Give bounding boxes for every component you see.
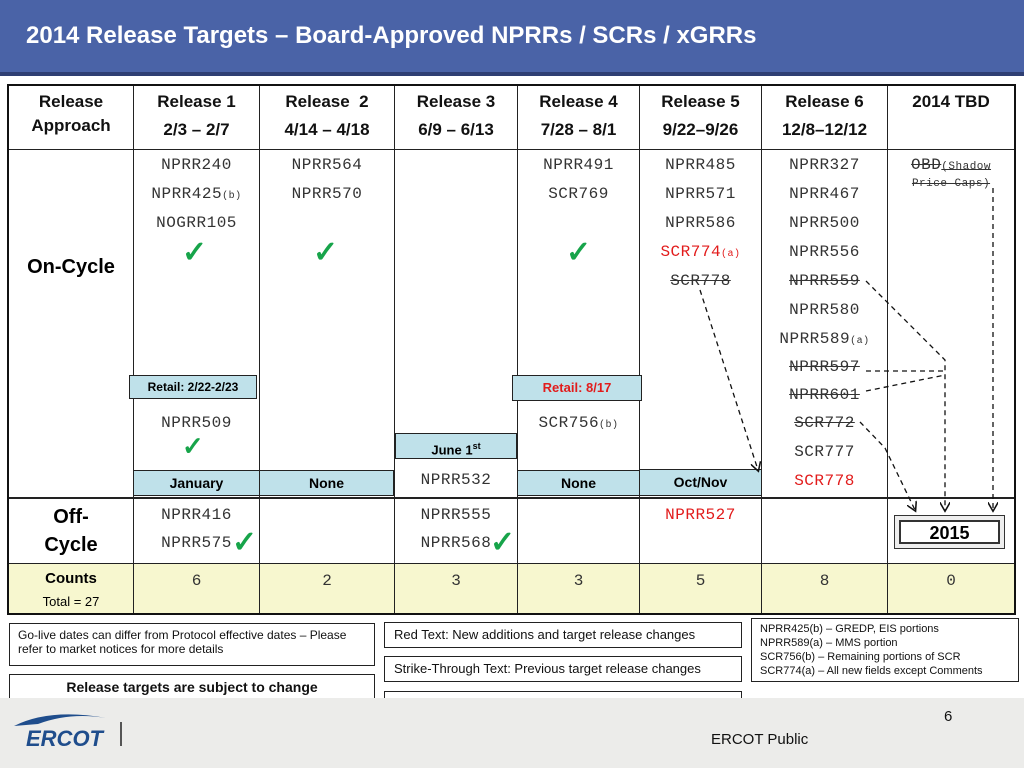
item-r5-nprr586: NPRR586 (665, 214, 736, 232)
item-off-r5-nprr527: NPRR527 (665, 506, 736, 524)
count-r2: 2 (322, 572, 332, 590)
footnote: SCR774(a) – All new fields except Comments (760, 665, 983, 677)
item-r1-nprr509: NPRR509 (161, 414, 232, 432)
logo-separator (120, 722, 122, 746)
year-2015-box (894, 515, 1005, 549)
phase-suffix: (a) (721, 249, 741, 260)
header-line-2: 12/8–12/12 (781, 120, 868, 139)
item-r6-nprr556: NPRR556 (789, 243, 860, 261)
item-r6-nprr589 (762, 330, 887, 348)
item-r4-scr769: SCR769 (548, 185, 609, 203)
item-r5-scr778-struck: SCR778 (670, 272, 731, 290)
svg-text:ERCOT: ERCOT (26, 726, 103, 751)
item-tbd-obd-note-struck: Price Caps) (911, 178, 991, 190)
header-2014-tbd (888, 86, 1014, 150)
header-line-1: 2014 TBD (912, 92, 990, 111)
item-off-r3-nprr555: NPRR555 (420, 506, 492, 524)
item-code: NPRR589 (779, 330, 851, 348)
count-tbd: 0 (946, 572, 956, 590)
title-bar (0, 0, 1024, 76)
header-release-5 (640, 86, 761, 150)
row-label-off-cycle-1: Off- (53, 506, 89, 528)
note-strike-text: Strike-Through Text: Previous target release changes (384, 656, 742, 682)
item-r1-nprr240: NPRR240 (161, 156, 232, 174)
item-r6-scr777: SCR777 (794, 443, 855, 461)
checkmark-icon: ✓ (313, 236, 339, 269)
item-r6-nprr559-struck: NPRR559 (789, 272, 860, 290)
item-off-r1-nprr416: NPRR416 (161, 506, 232, 524)
footer (0, 698, 1024, 768)
header-release-2 (260, 86, 394, 150)
item-r6-scr778: SCR778 (794, 472, 855, 490)
header-line-1: Release 1 (157, 92, 236, 111)
item-r4-scr756 (518, 414, 639, 432)
footnotes-box (751, 618, 1019, 682)
header-line-2: 7/28 – 8/1 (540, 120, 617, 139)
page-number: 6 (944, 708, 953, 725)
year-2015-label: 2015 (899, 520, 1000, 544)
item-r6-nprr601-struck: NPRR601 (789, 386, 860, 404)
header-release-4 (518, 86, 639, 150)
checkmark-icon: ✓ (566, 236, 592, 269)
item-r6-nprr500: NPRR500 (789, 214, 860, 232)
phase-suffix: (a) (850, 336, 870, 347)
month-label-r2: None (259, 470, 394, 496)
header-release-3 (395, 86, 517, 150)
retail-label-r4: Retail: 8/17 (512, 375, 642, 401)
checkmark-icon: ✓ (182, 431, 204, 461)
date-text: June 1 (431, 442, 473, 458)
phase-suffix: (b) (222, 191, 242, 202)
count-r4: 3 (573, 572, 584, 590)
note-subject-to-change: Release targets are subject to change (9, 674, 375, 701)
footnote: SCR756(b) – Remaining portions of SCR (760, 651, 961, 663)
header-line-2: 2/3 – 2/7 (163, 120, 230, 139)
date-label-r3 (395, 433, 517, 459)
item-r2-nprr564: NPRR564 (291, 156, 363, 174)
header-line-1: Release 2 (285, 92, 369, 111)
item-tbd-obd-struck (888, 156, 1014, 174)
row-label-off-cycle-2: Cycle (44, 534, 98, 556)
item-off-r1-nprr575: NPRR575 (161, 534, 232, 552)
month-label-r4: None (517, 470, 640, 496)
month-label-r1: January (133, 470, 260, 496)
count-r3: 3 (451, 572, 461, 590)
counts-total: Total = 27 (42, 594, 100, 609)
item-code: OBD (910, 156, 942, 174)
phase-suffix: (b) (599, 420, 619, 431)
ercot-logo (10, 706, 120, 752)
header-line-1: Release 5 (661, 92, 740, 111)
header-line-2: Approach (31, 116, 111, 135)
header-line-2: 4/14 – 4/18 (284, 120, 370, 139)
header-line-1: Release 3 (416, 92, 496, 111)
footnote: NPRR589(a) – MMS portion (760, 637, 898, 649)
note-red-text: Red Text: New additions and target release changes (384, 622, 742, 648)
note-golive: Go-live dates can differ from Protocol effective dates – Please refer to market notices for more details (9, 623, 375, 666)
row-label-on-cycle: On-Cycle (27, 256, 115, 278)
header-release-1 (134, 86, 259, 150)
header-line-1: Release (38, 92, 104, 111)
item-r1-nogrr105: NOGRR105 (156, 214, 237, 232)
date-suffix: st (472, 441, 481, 451)
item-r6-nprr580: NPRR580 (789, 301, 860, 319)
header-line-1: Release 4 (539, 92, 618, 111)
slide-title: 2014 Release Targets – Board-Approved NPRRs / SCRs / xGRRs (26, 22, 757, 49)
item-code: SCR756 (538, 414, 600, 432)
header-line-1: Release 6 (785, 92, 864, 111)
item-r5-nprr485: NPRR485 (665, 156, 736, 174)
item-r5-nprr571: NPRR571 (665, 185, 736, 203)
item-r3-nprr532: NPRR532 (420, 471, 492, 489)
title-underline (0, 72, 1024, 76)
item-r2-nprr570: NPRR570 (291, 185, 363, 203)
item-r6-nprr327: NPRR327 (789, 156, 860, 174)
count-r6: 8 (819, 572, 830, 590)
checkmark-icon: ✓ (182, 236, 208, 269)
release-table (7, 84, 1016, 615)
counts-label: Counts (45, 570, 97, 587)
month-label-r5: Oct/Nov (639, 469, 762, 496)
item-r6-scr772-struck: SCR772 (794, 414, 855, 432)
item-note: (Shadow (941, 161, 992, 173)
item-r5-scr774 (640, 243, 761, 261)
header-release-approach (9, 86, 133, 150)
footer-public-label: ERCOT Public (711, 731, 809, 748)
retail-label-r1: Retail: 2/22-2/23 (129, 375, 257, 399)
header-release-6 (762, 86, 887, 150)
item-off-r3-nprr568: NPRR568 (420, 534, 492, 552)
item-code: NPRR425 (151, 185, 223, 203)
row-divider (9, 497, 1014, 499)
item-r6-nprr597-struck: NPRR597 (789, 358, 860, 376)
header-line-2: 6/9 – 6/13 (418, 120, 494, 139)
item-r6-nprr467: NPRR467 (789, 185, 860, 203)
checkmark-icon: ✓ (490, 526, 516, 559)
count-r5: 5 (695, 572, 706, 590)
header-line-2: 9/22–9/26 (662, 120, 739, 139)
item-r4-nprr491: NPRR491 (543, 156, 614, 174)
checkmark-icon: ✓ (232, 526, 258, 559)
item-code: SCR774 (660, 243, 722, 261)
item-r1-nprr425 (134, 185, 259, 203)
footnote: NPRR425(b) – GREDP, EIS portions (760, 623, 939, 635)
count-r1: 6 (191, 572, 202, 590)
